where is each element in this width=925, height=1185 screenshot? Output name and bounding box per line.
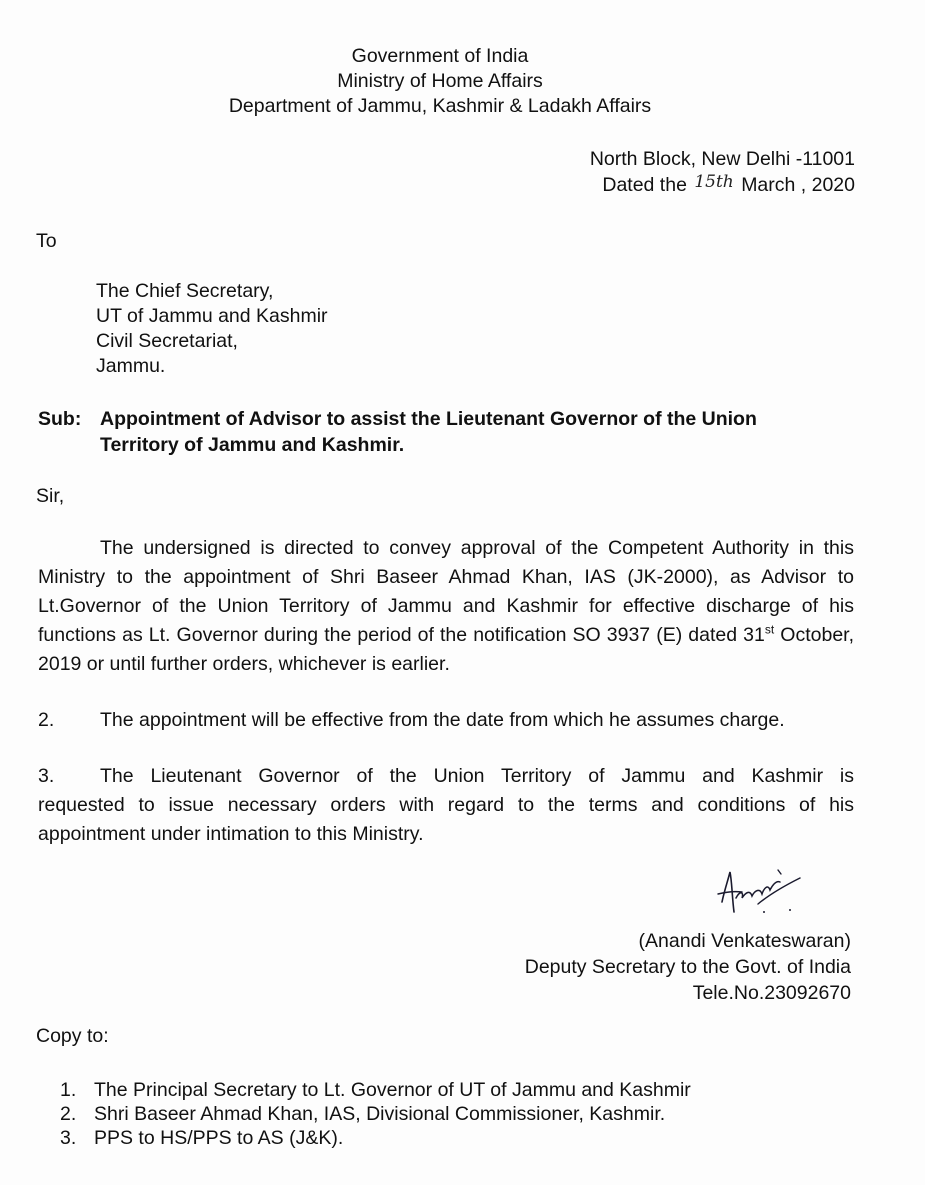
- copy-to-list: [60, 1078, 691, 1150]
- list-item: [60, 1078, 691, 1102]
- subject-block: [38, 406, 856, 458]
- salutation: Sir,: [36, 485, 65, 507]
- list-item: [60, 1126, 691, 1150]
- subject-label: Sub:: [38, 408, 82, 430]
- date-prefix: Dated the: [602, 174, 687, 196]
- copy-to-label: Copy to:: [36, 1025, 109, 1047]
- paragraph-1-end: October, 2019 or until further orders, whichever is earlier.: [38, 624, 855, 675]
- paragraph-1-text: The undersigned is directed to convey approval of the Competent Authority in this Ministry to the appointment of Shri Baseer Ahmad Khan, IAS (JK-2000), as Advisor to Lt.Governor of the Union Territory of Jammu and Kashmir for effective discharge of his functions as Lt. Governor during the period of the notification SO 3937 (E) dated 31: [38, 537, 854, 646]
- list-item: [60, 1102, 691, 1126]
- paragraph-1: [38, 534, 854, 679]
- letterhead-ministry: Ministry of Home Affairs: [337, 70, 543, 92]
- letterhead-government: Government of India: [351, 45, 529, 67]
- paragraph-2-text: The appointment will be effective from the date from which he assumes charge.: [100, 709, 785, 731]
- signatory-designation: Deputy Secretary to the Govt. of India: [524, 956, 851, 978]
- letterhead: [0, 44, 880, 119]
- paragraph-3-line1-text: The Lieutenant Governor of the Union Territory of Jammu and Kashmir is: [100, 765, 854, 787]
- subject-text-1: Appointment of Advisor to assist the Lieutenant Governor of the Union: [100, 408, 757, 430]
- signatory-telephone: Tele.No.23092670: [692, 982, 851, 1004]
- addressee-block: [96, 279, 328, 379]
- sender-location: North Block, New Delhi -11001: [589, 148, 855, 170]
- paragraph-number: 2.: [38, 709, 55, 731]
- signatory-name: (Anandi Venkateswaran): [638, 930, 851, 952]
- paragraph-3-first-line: [38, 762, 854, 791]
- date-line: [590, 172, 855, 199]
- addressee-line: The Chief Secretary,: [96, 280, 274, 302]
- list-item-number: 1.: [60, 1079, 77, 1101]
- ordinal-suffix: st: [764, 622, 775, 637]
- paragraph-number: 3.: [38, 765, 55, 787]
- subject-line-1: [38, 406, 856, 432]
- list-item-text: The Principal Secretary to Lt. Governor of UT of Jammu and Kashmir: [94, 1079, 691, 1101]
- list-item-number: 3.: [60, 1127, 77, 1149]
- to-label: To: [36, 230, 57, 252]
- address-block: [590, 146, 855, 199]
- date-suffix: March , 2020: [741, 174, 855, 196]
- list-item-text: Shri Baseer Ahmad Khan, IAS, Divisional Commissioner, Kashmir.: [94, 1103, 666, 1125]
- handwritten-date: 15th: [694, 172, 734, 192]
- subject-line-2: Territory of Jammu and Kashmir.: [100, 434, 405, 456]
- handwritten-signature: [708, 862, 808, 918]
- addressee-line: UT of Jammu and Kashmir: [96, 305, 328, 327]
- list-item-number: 2.: [60, 1103, 77, 1125]
- paragraph-2: [38, 706, 854, 735]
- addressee-line: Civil Secretariat,: [96, 330, 238, 352]
- letterhead-department: Department of Jammu, Kashmir & Ladakh Affairs: [228, 95, 652, 117]
- addressee-line: Jammu.: [96, 355, 166, 377]
- paragraph-3-rest: requested to issue necessary orders with regard to the terms and conditions of his appointment under intimation to this Ministry.: [38, 794, 854, 845]
- signatory-block: [525, 928, 851, 1006]
- list-item-text: PPS to HS/PPS to AS (J&K).: [94, 1127, 344, 1149]
- paragraph-3: [38, 762, 854, 849]
